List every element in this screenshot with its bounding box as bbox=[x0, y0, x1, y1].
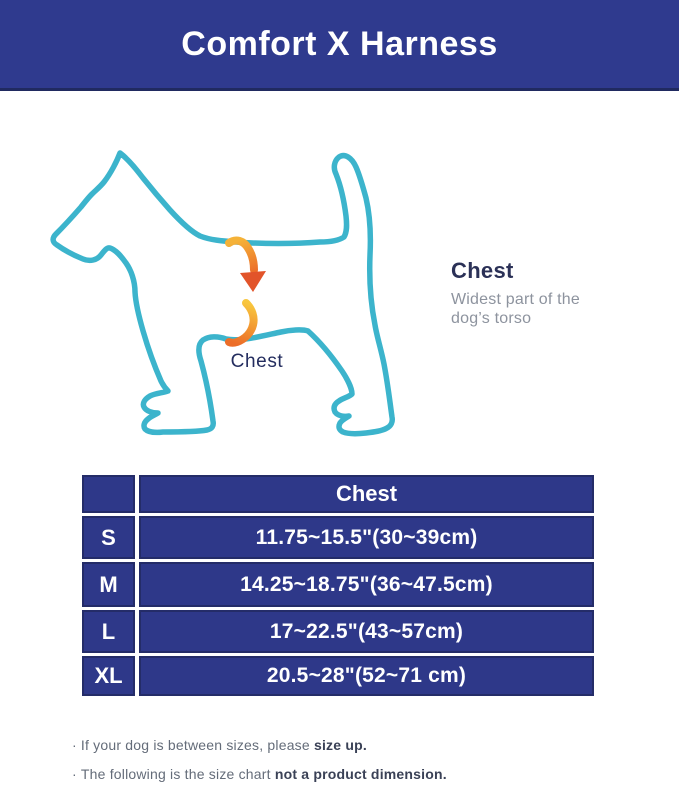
page-title: Comfort X Harness bbox=[181, 24, 498, 63]
dog-measurement-illustration bbox=[40, 138, 410, 453]
note-emphasis: not a product dimension. bbox=[274, 766, 447, 782]
chest-value-xl: 20.5~28"(52~71 cm) bbox=[139, 656, 594, 696]
chest-info-title: Chest bbox=[451, 258, 514, 283]
size-cell-xl: XL bbox=[82, 656, 135, 696]
chest-info-description: Widest part of the dog’s torso bbox=[451, 291, 580, 327]
measure-arrow-down-icon bbox=[240, 271, 266, 292]
size-cell-s: S bbox=[82, 516, 135, 559]
note-text: The following is the size chart bbox=[80, 766, 275, 782]
header-bar bbox=[0, 0, 679, 91]
note-size-up bbox=[72, 737, 367, 753]
harness-band-bottom bbox=[229, 303, 254, 343]
size-cell-l: L bbox=[82, 610, 135, 653]
chest-value-s: 11.75~15.5"(30~39cm) bbox=[139, 516, 594, 559]
size-cell-m: M bbox=[82, 562, 135, 607]
chest-value-m: 14.25~18.75"(36~47.5cm) bbox=[139, 562, 594, 607]
size-chart-table bbox=[82, 475, 594, 696]
note-emphasis: size up. bbox=[313, 737, 367, 753]
chest-value-l: 17~22.5"(43~57cm) bbox=[139, 610, 594, 653]
table-corner-cell bbox=[82, 475, 135, 513]
note-bullet: · bbox=[72, 737, 77, 753]
note-not-product-dimension bbox=[72, 766, 447, 782]
table-header-chest: Chest bbox=[139, 475, 594, 513]
chest-info-block bbox=[451, 258, 603, 328]
chest-band-label: Chest bbox=[230, 351, 284, 372]
harness-band-top bbox=[229, 241, 254, 270]
note-bullet: · bbox=[72, 766, 77, 782]
dog-outline bbox=[53, 153, 392, 434]
note-text: If your dog is between sizes, please bbox=[80, 737, 314, 753]
